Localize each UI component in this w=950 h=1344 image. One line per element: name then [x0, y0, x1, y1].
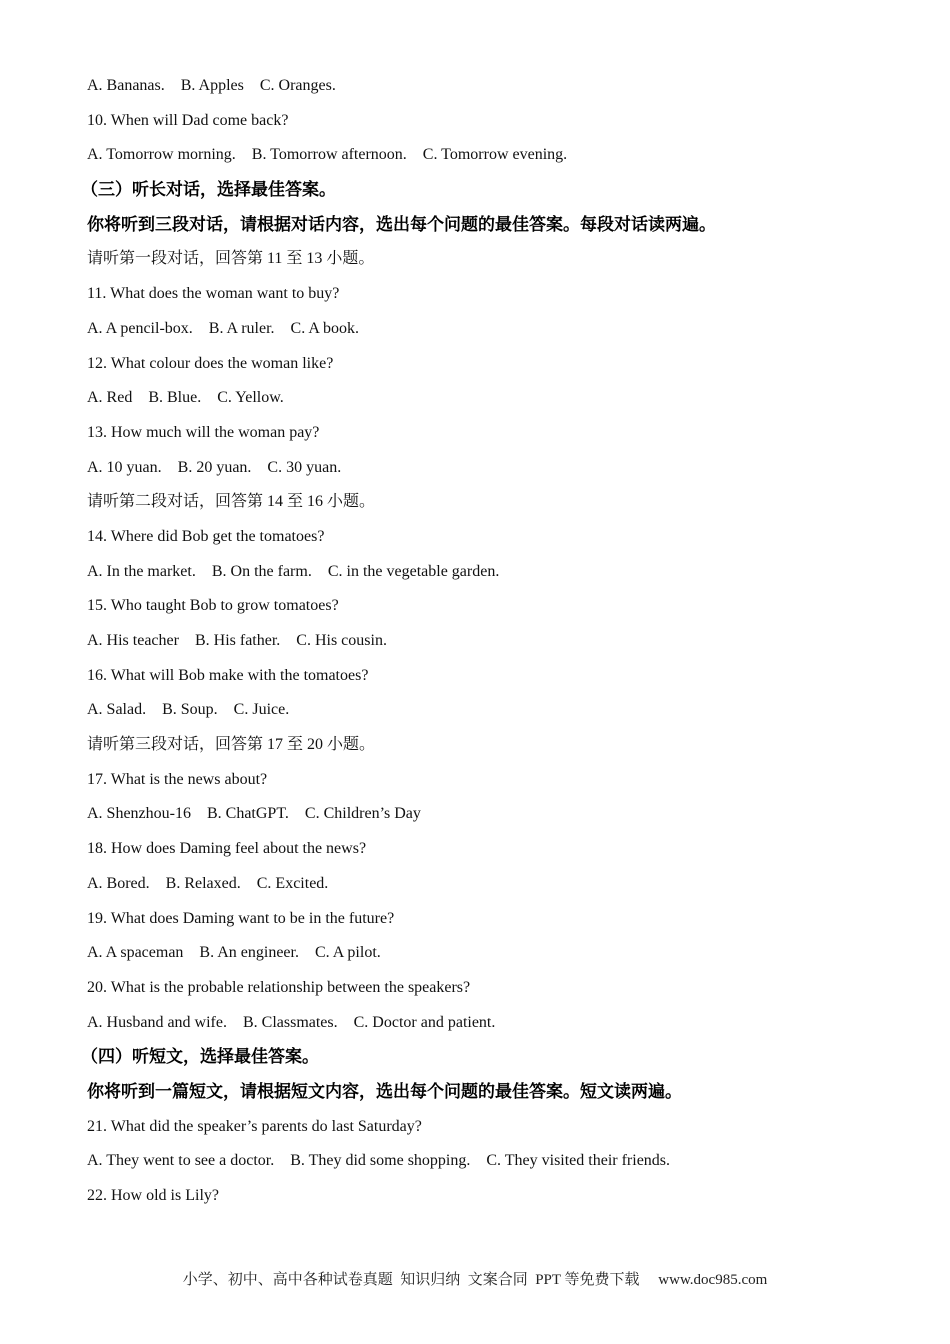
- document-body: [81, 74, 887, 1219]
- question-line: 12. What colour does the woman like?: [87, 354, 334, 372]
- option-line: A. Husband and wife. B. Classmates. C. Doctor and patient.: [87, 1013, 496, 1031]
- page-footer: 小学、初中、高中各种试卷真题 知识归纳 文案合同 PPT 等免费下载 www.doc985.com: [182, 1272, 768, 1288]
- option-line: A. A spaceman B. An engineer. C. A pilot.: [87, 944, 381, 962]
- question-line: 13. How much will the woman pay?: [87, 423, 320, 441]
- option-line: A. Salad. B. Soup. C. Juice.: [87, 701, 290, 719]
- dialogue-note: 请听第三段对话，回答第 17 至 20 小题。: [87, 736, 376, 754]
- question-line: 16. What will Bob make with the tomatoes?: [87, 666, 369, 684]
- option-line: A. In the market. B. On the farm. C. in the vegetable garden.: [87, 562, 500, 580]
- option-line: A. A pencil-box. B. A ruler. C. A book.: [87, 319, 360, 337]
- option-line: A. Bananas. B. Apples C. Oranges.: [87, 77, 336, 94]
- section-heading: （三）听长对话，选择最佳答案。: [81, 180, 336, 200]
- option-line: A. Bored. B. Relaxed. C. Excited.: [87, 874, 329, 892]
- question-line: 17. What is the news about?: [87, 770, 268, 788]
- question-line: 18. How does Daming feel about the news?: [87, 840, 367, 858]
- option-line: A. Tomorrow morning. B. Tomorrow afternoon. C. Tomorrow evening.: [87, 146, 568, 164]
- section-instruction: 你将听到三段对话，请根据对话内容，选出每个问题的最佳答案。每段对话读两遍。: [87, 214, 716, 234]
- question-line: 20. What is the probable relationship between the speakers?: [87, 978, 471, 996]
- dialogue-note: 请听第一段对话，回答第 11 至 13 小题。: [87, 250, 375, 268]
- section-instruction: 你将听到一篇短文，请根据短文内容，选出每个问题的最佳答案。短文读两遍。: [87, 1081, 682, 1101]
- question-line: 22. How old is Lily?: [87, 1187, 219, 1204]
- option-line: A. His teacher B. His father. C. His cousin.: [87, 632, 387, 649]
- question-line: 11. What does the woman want to buy?: [87, 285, 340, 303]
- section-heading: （四）听短文，选择最佳答案。: [81, 1047, 319, 1067]
- question-line: 15. Who taught Bob to grow tomatoes?: [87, 597, 339, 615]
- question-line: 10. When will Dad come back?: [87, 111, 289, 129]
- question-line: 21. What did the speaker’s parents do last Saturday?: [87, 1117, 422, 1135]
- dialogue-note: 请听第二段对话，回答第 14 至 16 小题。: [87, 493, 376, 511]
- option-line: A. Shenzhou-16 B. ChatGPT. C. Children’s Day: [87, 805, 421, 823]
- option-line: A. 10 yuan. B. 20 yuan. C. 30 yuan.: [87, 458, 342, 476]
- question-line: 14. Where did Bob get the tomatoes?: [87, 527, 325, 545]
- option-line: A. Red B. Blue. C. Yellow.: [87, 389, 284, 407]
- question-line: 19. What does Daming want to be in the future?: [87, 909, 395, 927]
- option-line: A. They went to see a doctor. B. They did some shopping. C. They visited their friends.: [87, 1152, 671, 1170]
